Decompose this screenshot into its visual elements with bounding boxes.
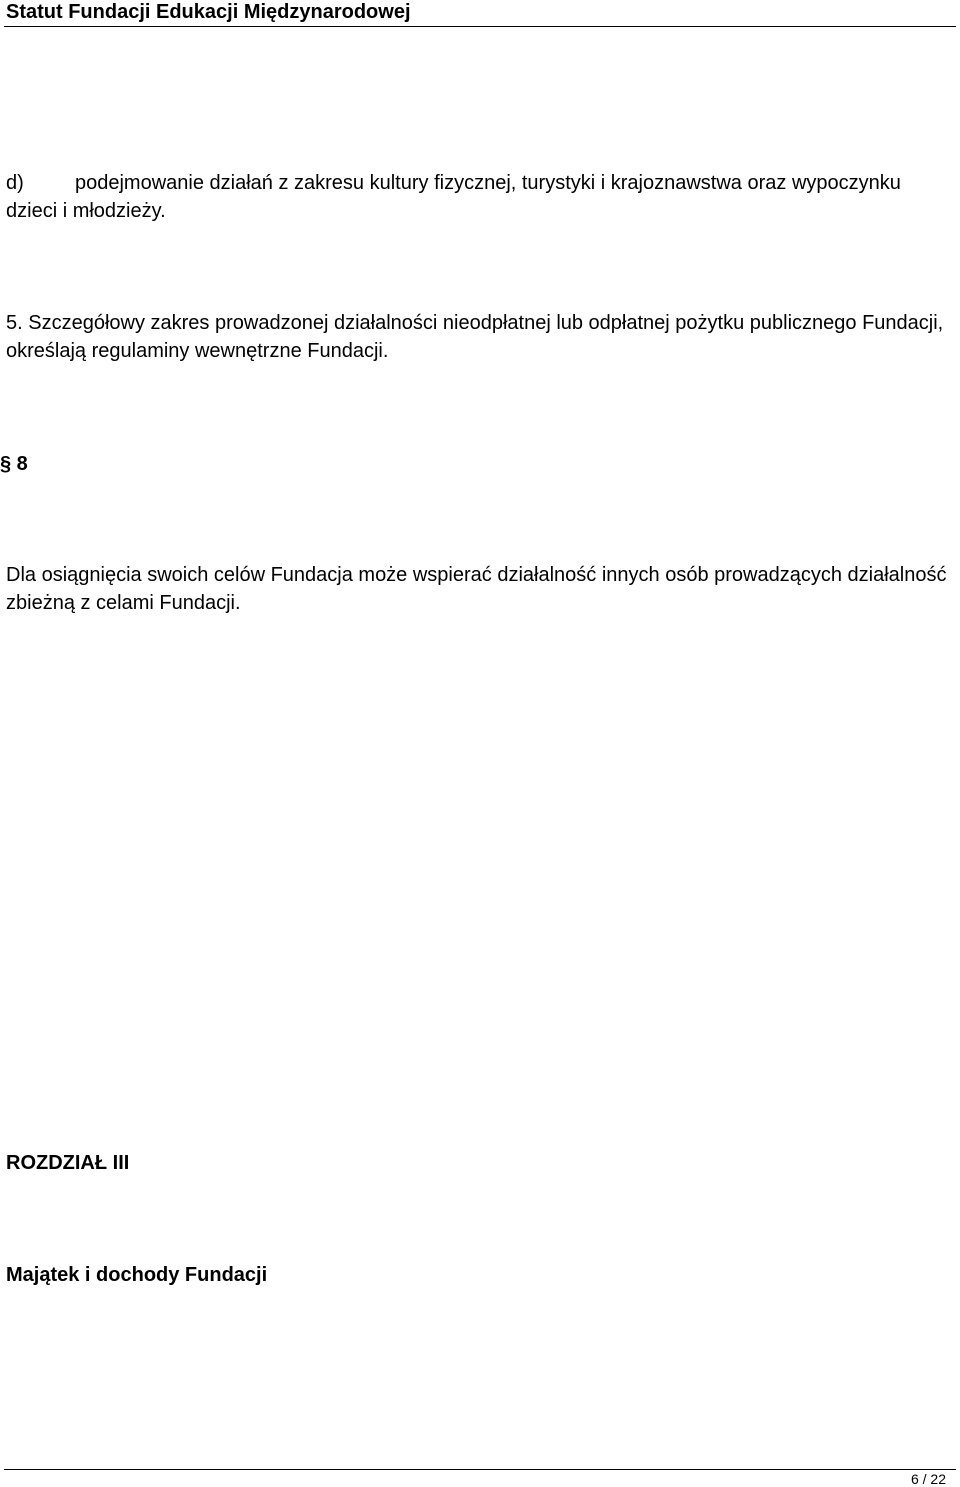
header-divider — [4, 26, 956, 27]
list-item-d — [6, 169, 951, 225]
chapter-title: Majątek i dochody Fundacji — [6, 1264, 268, 1286]
paragraph-point-5: 5. Szczegółowy zakres prowadzonej działalności nieodpłatnej lub odpłatnej pożytku publicznego Fundacji, określają regulaminy wewnętrzne Fundacji. — [6, 312, 944, 362]
page-number: 6 / 22 — [910, 1471, 946, 1487]
document-header-title: Statut Fundacji Edukacji Międzynarodowej — [6, 1, 411, 23]
section-8-paragraph: Dla osiągnięcia swoich celów Fundacja może wspierać działalność innych osób prowadzących działalność zbieżną z celami Fundacji. — [6, 564, 947, 614]
list-item-marker: d) — [6, 172, 24, 194]
list-item-text: podejmowanie działań z zakresu kultury fizycznej, turystyki i krajoznawstwa oraz wypoczynku dzieci i młodzieży. — [6, 172, 901, 222]
footer-divider — [4, 1469, 956, 1470]
chapter-heading: ROZDZIAŁ III — [6, 1152, 130, 1174]
section-heading-8: § 8 — [0, 453, 28, 475]
